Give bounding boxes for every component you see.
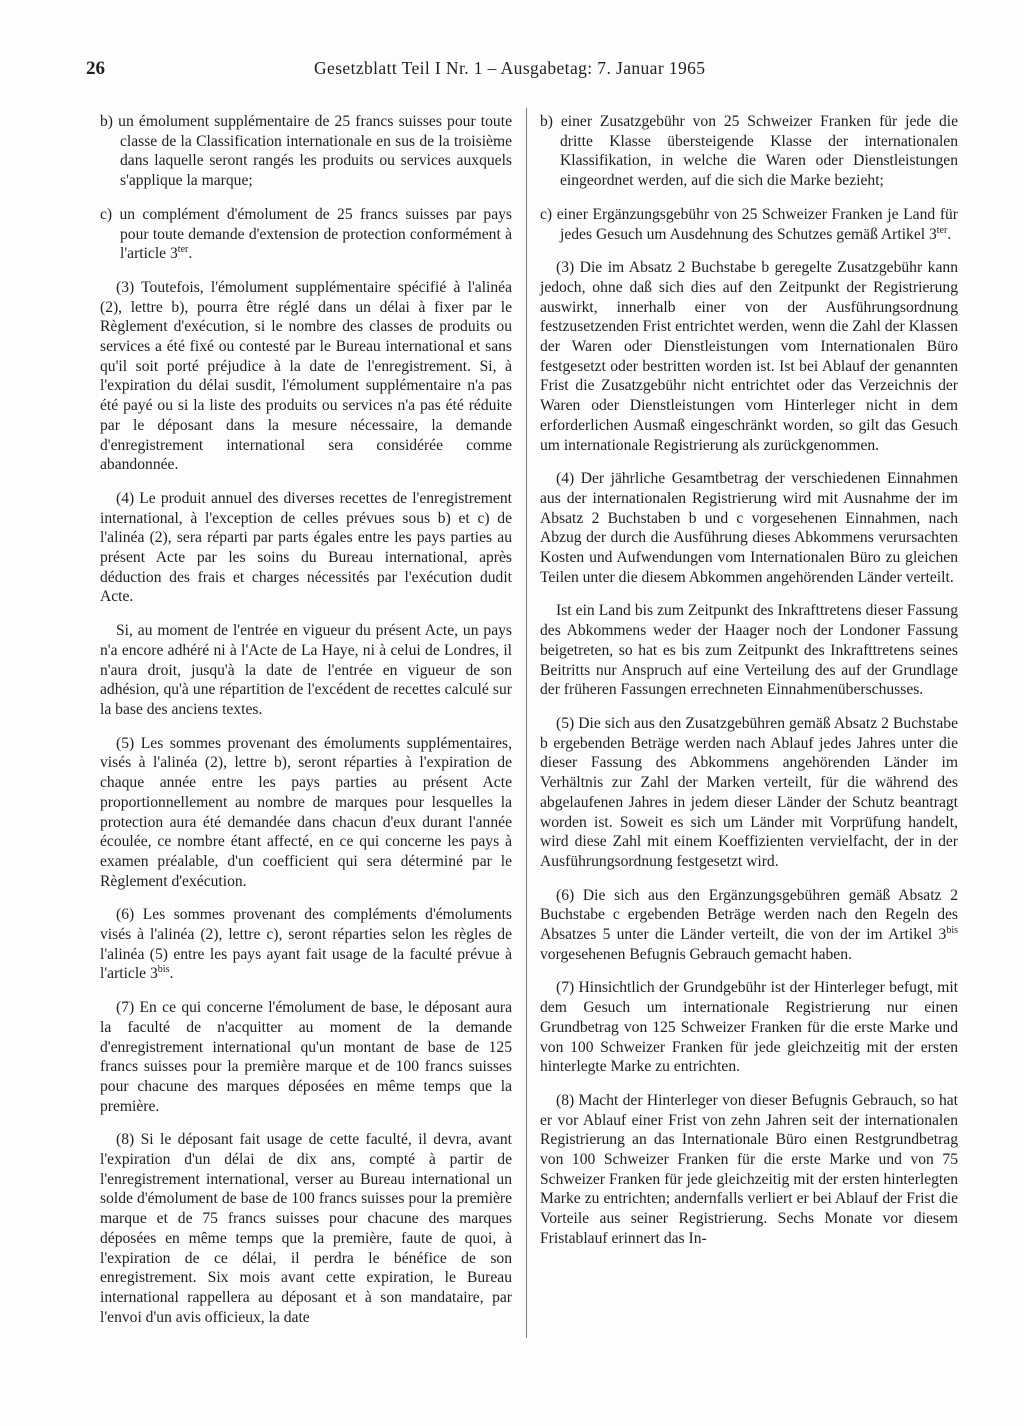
paragraph-fr-4: (4) Le produit annuel des diverses recettes de l'enregistrement international, à l'exception de celles prévues sous b) et c) de l'alinéa (2), sera réparti par parts égales entre les pays parties au présent Acte par les soins du Bureau international, après déduction des frais et charges nécessités par l'exécution dudit Acte. — [100, 489, 512, 606]
paragraph-fr-6-text: (6) Les sommes provenant des compléments d'émoluments visés à l'alinéa (2), lettre c), seront réparties selon les règles de l'alinéa (5) entre les pays ayant fait usage de la faculté prévue à l'article 3 — [100, 906, 512, 983]
paragraph-de-5: (5) Die sich aus den Zusatzgebühren gemäß Absatz 2 Buchstabe b ergebenden Beträge werden nach Ablauf jedes Jahres unter die dieser Fassung des Abkommens angehörenden Länder im Verhältnis zur Zahl der Marken verteilt, für die während des abgelaufenen Jahres in jedem dieser Länder der Schutz beantragt worden ist. Soweit es sich um Länder mit Vorprüfung handelt, wird diese Zahl mit einem Koeffizienten vervielfacht, der in der Ausführungsordnung festgesetzt wird. — [540, 714, 958, 870]
page-header — [86, 58, 962, 82]
paragraph-fr-6-sup: bis — [157, 964, 170, 976]
paragraph-de-c-end: . — [947, 225, 952, 243]
paragraph-de-b: b) einer Zusatzgebühr von 25 Schweizer Franken für jede die dritte Klasse übersteigende Klasse der internationalen Klassifikation, in welche die Waren oder Dienstleistungen eingeordnet werden, auf die sich die Marke bezieht; — [540, 113, 958, 190]
paragraph-fr-6-end: . — [169, 965, 174, 983]
paragraph-fr-4-cont: Si, au moment de l'entrée en vigueur du présent Acte, un pays n'a encore adhéré ni à l'Acte de La Haye, ni à celui de Londres, il n'aura droit, jusqu'à la date de l'entrée en vigueur de son adhésion, qu'à une répartition de l'excédent de recettes calculé sur la base des anciens textes. — [100, 622, 512, 718]
german-column — [540, 112, 958, 1263]
page-number: 26 — [86, 58, 105, 79]
paragraph-fr-7: (7) En ce qui concerne l'émolument de base, le déposant aura la faculté de n'acquitter au moment de la demande d'enregistrement international qu'un montant de base de 125 francs suisses pour la première marque et de 100 francs suisses pour chacune des marques déposées en même temps que la première. — [100, 999, 512, 1115]
paragraph-de-4-cont: Ist ein Land bis zum Zeitpunkt des Inkrafttretens dieser Fassung des Abkommens weder der Haager noch der Londoner Fassung beigetreten, so hat es bis zum Zeitpunkt des Inkrafttretens seines Beitritts nur Anspruch auf eine Verteilung des auf der Grundlage der früheren Fassungen errechneten Einnahmenüberschusses. — [540, 602, 958, 699]
paragraph-fr-c-end: . — [188, 245, 193, 263]
paragraph-de-6-sup: bis — [946, 924, 958, 936]
paragraph-fr-c — [100, 205, 512, 264]
paragraph-de-6-text: (6) Die sich aus den Ergänzungsgebühren gemäß Absatz 2 Buchstabe c ergebenden Beträge werden nach den Regeln des Absatzes 5 unter die Länder verteilt, die von der im Artikel 3 — [540, 886, 958, 944]
paragraph-fr-5: (5) Les sommes provenant des émoluments supplémentaires, visés à l'alinéa (2), lettre b), seront réparties à l'expiration de chaque année entre les pays parties au présent Acte proportionnellement au nombre de marques pour lesquelles la protection aura été demandée dans chacun d'eux durant l'année écoulée, ce nombre étant affecté, en ce qui concerne les pays à examen préalable, d'un coefficient qui sera déterminé par le Règlement d'exécution. — [100, 734, 512, 890]
paragraph-de-c-sup: ter — [936, 224, 948, 236]
paragraph-fr-c-sup: ter — [177, 244, 189, 256]
paragraph-de-6 — [540, 886, 958, 965]
paragraph-de-c — [540, 205, 958, 244]
paragraph-de-c-text: c) einer Ergänzungsgebühr von 25 Schweizer Franken je Land für jedes Gesuch um Ausdehnung des Schutzes gemäß Artikel 3 — [540, 205, 958, 243]
column-divider — [526, 108, 527, 1338]
paragraph-de-8: (8) Macht der Hinterleger von dieser Befugnis Gebrauch, so hat er vor Ablauf einer Frist von zehn Jahren seit der internationalen Registrierung an das Internationale Büro einen Restgrundbetrag von 100 Schweizer Franken für die erste Marke und von 75 Schweizer Franken für jede gleichzeitig mit der ersten hinterlegten Marke zu entrichten; andernfalls verliert er bei Ablauf der Frist die Vorteile aus seiner Registrierung. Sechs Monate vor diesem Fristablauf erinnert das In- — [540, 1091, 958, 1247]
paragraph-de-6-end: vorgesehenen Befugnis Gebrauch gemacht haben. — [540, 945, 852, 963]
french-column — [100, 112, 512, 1341]
paragraph-fr-8: (8) Si le déposant fait usage de cette faculté, il devra, avant l'expiration d'un délai de dix ans, compté à partir de l'enregistrement international, verser au Bureau international un solde d'émolument de base de 100 francs suisses pour la première marque et de 75 francs suisses pour chacune des marques déposées en même temps que la première, faute de quoi, à l'expiration de ce délai, il perdra le bénéfice de son enregistrement. Six mois avant cette expiration, le Bureau international rappellera au déposant et à son mandataire, par l'envoi d'un avis officieux, la date — [100, 1131, 512, 1326]
paragraph-fr-b: b) un émolument supplémentaire de 25 francs suisses pour toute classe de la Classification internationale en sus de la troisième dans laquelle seront rangés les produits ou services auxquels s'applique la marque; — [100, 113, 512, 190]
paragraph-fr-c-text: c) un complément d'émolument de 25 francs suisses par pays pour toute demande d'extension de protection conformément à l'article 3 — [100, 205, 512, 263]
paragraph-fr-3: (3) Toutefois, l'émolument supplémentaire spécifié à l'alinéa (2), lettre b), pourra être réglé dans un délai à fixer par le Règlement d'exécution, si le nombre des classes de produits ou services a été fixé ou contesté par le Bureau international et sans qu'il soit porté préjudice à la date de l'enregistrement. Si, à l'expiration du délai susdit, l'émolument supplémentaire n'a pas été payé ou si la liste des produits ou services n'a pas été réduite par le déposant dans la mesure nécessaire, la demande d'enregistrement international sera considérée comme abandonnée. — [100, 278, 512, 474]
paragraph-de-7: (7) Hinsichtlich der Grundgebühr ist der Hinterleger befugt, mit dem Gesuch um internationale Registrierung nur einen Grundbetrag von 125 Schweizer Franken für die erste Marke und von 100 Schweizer Franken für jede gleichzeitig mit der ersten hinterlegte Marke zu entrichten. — [540, 979, 958, 1076]
paragraph-de-3: (3) Die im Absatz 2 Buchstabe b geregelte Zusatzgebühr kann jedoch, ohne daß sich dies auf den Zeitpunkt der Registrierung auswirkt, innerhalb einer von der Ausführungsordnung festzusetzenden Frist entrichtet werden, wenn die Zahl der Klassen der Waren oder Dienstleistungen vom Internationalen Büro festgesetzt oder bestritten worden ist. Ist bei Ablauf der genannten Frist die Zusatzgebühr nicht entrichtet oder das Verzeichnis der Waren oder Dienstleistungen vom Hinterleger nicht in dem erforderlichen Ausmaß eingeschränkt worden, so gilt das Gesuch um internationale Registrierung als zurückgenommen. — [540, 259, 958, 454]
paragraph-fr-6 — [100, 905, 512, 984]
running-head: Gesetzblatt Teil I Nr. 1 – Ausgabetag: 7. Januar 1965 — [314, 58, 706, 78]
paragraph-de-4: (4) Der jährliche Gesamtbetrag der verschiedenen Einnahmen aus der internationalen Registrierung wird mit Ausnahme der im Absatz 2 Buchstaben b und c vorgesehenen Einnahmen, nach Abzug der durch die Ausführung dieses Abkommens verursachten Kosten und Aufwendungen vom Internationalen Büro zu gleichen Teilen unter die diesem Abkommen angehörenden Länder verteilt. — [540, 470, 958, 586]
